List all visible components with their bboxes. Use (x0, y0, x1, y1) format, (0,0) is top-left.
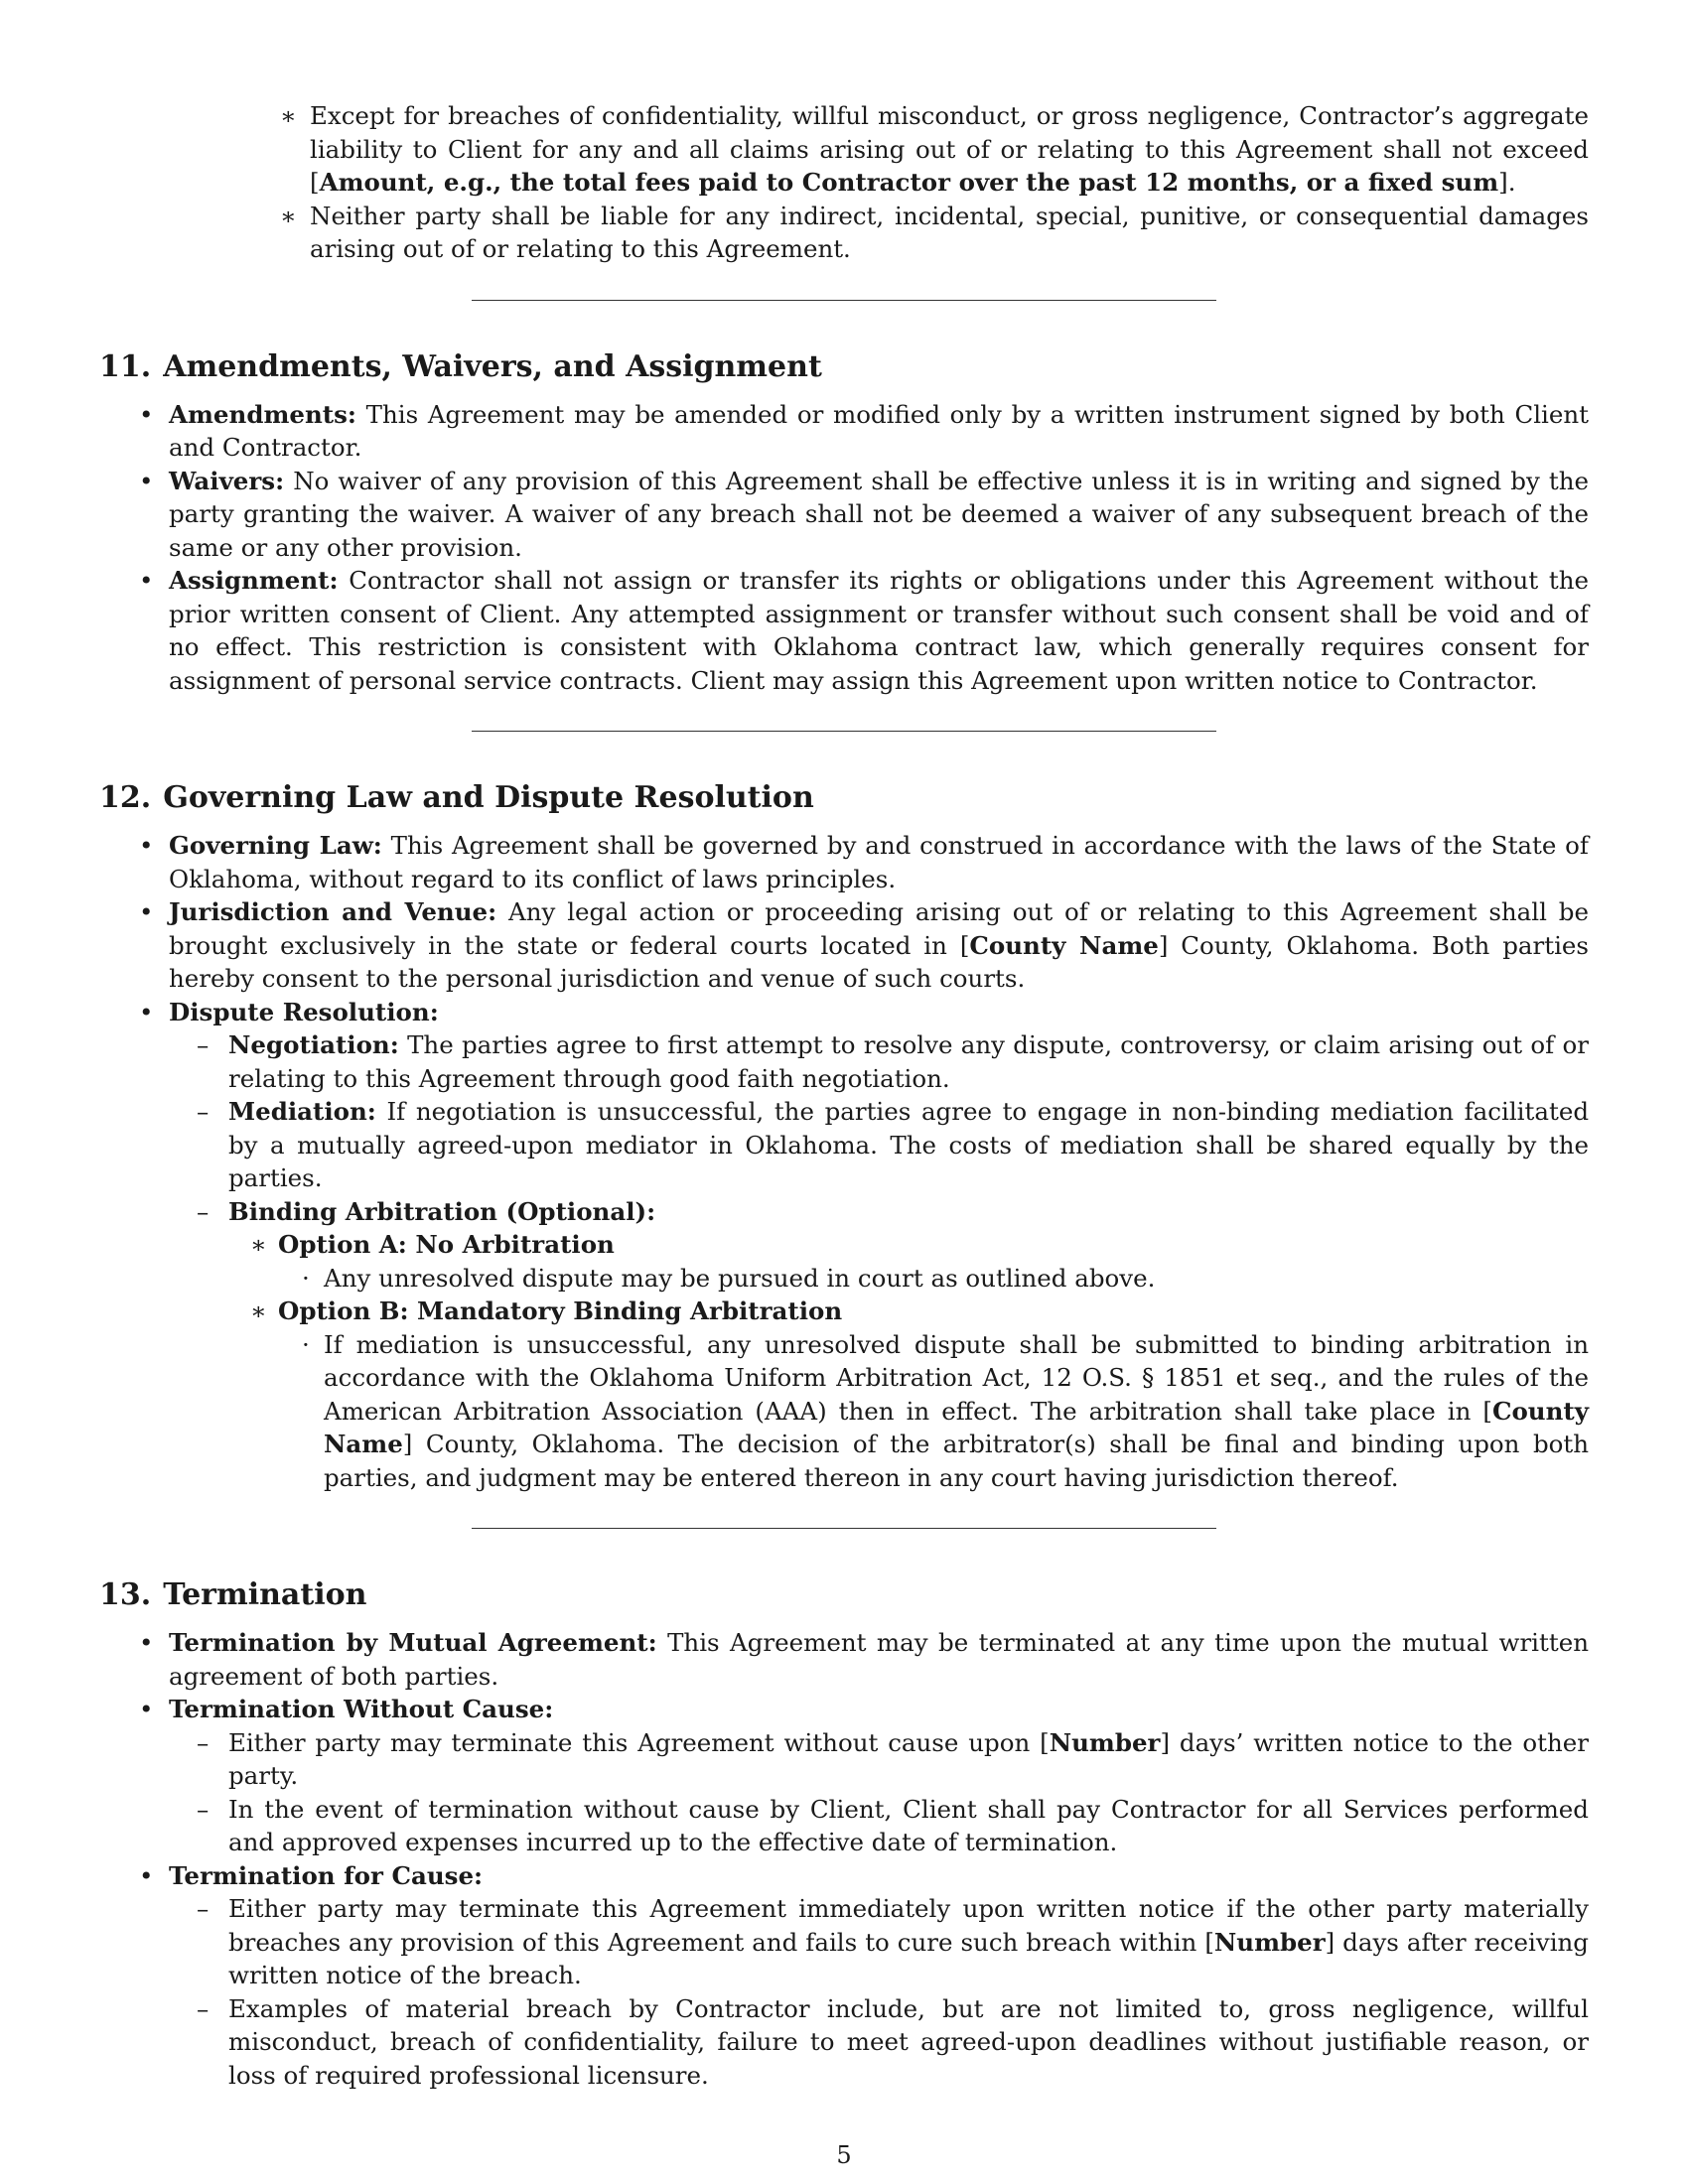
section-12-heading (99, 779, 1589, 817)
for-cause-item (99, 1859, 1589, 2093)
document-page (99, 99, 1589, 2092)
assignment-label: Assignment: (169, 566, 339, 595)
amendments-label: Amendments: (169, 399, 356, 429)
dispute-resolution-list (169, 1028, 1589, 1494)
section-12-number: 12. (99, 780, 152, 815)
cure-days-placeholder: Number (1213, 1927, 1326, 1957)
section-13-number: 13. (99, 1577, 152, 1612)
mediation-item (169, 1095, 1589, 1195)
dispute-resolution-item (99, 996, 1589, 1495)
section-13-list (99, 1626, 1589, 2092)
without-cause-label: Termination Without Cause: (169, 1695, 554, 1723)
option-a-detail (278, 1262, 1589, 1296)
governing-law-text: This Agreement shall be governed by and construed in accordance with the laws of the State of Oklahoma, without regard to its conflict of laws principles. (169, 831, 1589, 893)
section-11-title: Amendments, Waivers, and Assignment (163, 348, 822, 384)
without-cause-payment-item (169, 1793, 1589, 1859)
section-divider (472, 300, 1216, 301)
option-b-text: If mediation is unsuccessful, any unresolved dispute shall be submitted to binding arbitration in accordance with the Oklahoma Uniform Arbitration Act, 12 O.S. § 1851 et seq., and the rules of the American Arbitration Association (AAA) then in effect. The arbitration shall take place in [ (324, 1329, 1589, 1426)
section-12-title: Governing Law and Dispute Resolution (163, 780, 814, 815)
assignment-item (99, 564, 1589, 697)
option-b-item (228, 1295, 1589, 1494)
arbitration-item (169, 1195, 1589, 1495)
jurisdiction-item (99, 895, 1589, 996)
negotiation-item (169, 1028, 1589, 1095)
for-cause-notice-text: Either party may terminate this Agreement immediately upon written notice if the other party materially breaches any provision of this Agreement and fails to cure such breach within [ (228, 1894, 1589, 1957)
without-cause-notice-text: Either party may terminate this Agreement without cause upon [ (228, 1727, 1050, 1757)
mediation-text: If negotiation is unsuccessful, the parties agree to engage in non-binding mediation facilitated by a mutually agreed-upon mediator in Oklahoma. The costs of mediation shall be shared equally by the parties. (228, 1097, 1589, 1192)
amount-placeholder: Amount, e.g., the total fees paid to Contractor over the past 12 months, or a fixed sum (319, 168, 1499, 197)
section-divider (472, 731, 1216, 732)
jurisdiction-text: Any legal action or proceeding arising out of or relating to this Agreement shall be brought exclusively in the state or federal courts located in [ (169, 897, 1589, 960)
option-a-item (228, 1228, 1589, 1295)
waivers-label: Waivers: (169, 466, 285, 495)
arbitration-label: Binding Arbitration (Optional): (228, 1196, 656, 1226)
option-b-label: Option B: Mandatory Binding Arbitration (278, 1297, 843, 1325)
county-placeholder: County Name (969, 930, 1159, 960)
liability-cap-item (258, 99, 1589, 200)
arbitration-options-list (228, 1228, 1589, 1494)
governing-law-item (99, 829, 1589, 895)
without-cause-payment-text: In the event of termination without cause by Client, Client shall pay Contractor for all Services performed and approved expenses incurred up to the effective date of termination. (228, 1794, 1589, 1856)
jurisdiction-text-end: ] County, Oklahoma. Both parties hereby consent to the personal jurisdiction and venue of such courts. (169, 930, 1589, 993)
without-cause-list (169, 1726, 1589, 1859)
mutual-termination-label: Termination by Mutual Agreement: (169, 1628, 657, 1657)
page-number: 5 (836, 2141, 852, 2169)
without-cause-notice-item (169, 1726, 1589, 1793)
mediation-label: Mediation: (228, 1097, 376, 1126)
governing-law-label: Governing Law: (169, 831, 382, 860)
for-cause-notice-text-end: ] days after receiving written notice of the breach. (228, 1927, 1589, 1989)
for-cause-list (169, 1892, 1589, 2092)
option-b-text-end: ] County, Oklahoma. The decision of the arbitrator(s) shall be final and binding upon both parties, and judgment may be entered thereon in any court having jurisdiction thereof. (324, 1430, 1589, 1492)
for-cause-notice-item (169, 1892, 1589, 1992)
assignment-text: Contractor shall not assign or transfer its rights or obligations under this Agreement without the prior written consent of Client. Any attempted assignment or transfer without such consent shall be void and of no effect. This restriction is consistent with Oklahoma contract law, which generally requires consent for assignment of personal service contracts. Client may assign this Agreement upon written notice to Contractor. (169, 566, 1589, 695)
dispute-resolution-label: Dispute Resolution: (169, 997, 439, 1026)
for-cause-label: Termination for Cause: (169, 1860, 484, 1890)
negotiation-text: The parties agree to first attempt to resolve any dispute, controversy, or claim arising out of or relating to this Agreement through good faith negotiation. (228, 1030, 1589, 1093)
consequential-damages-text: Neither party shall be liable for any indirect, incidental, special, punitive, or consequential damages arising out of or relating to this Agreement. (310, 201, 1589, 263)
option-a-label: Option A: No Arbitration (278, 1230, 615, 1259)
option-b-list (278, 1328, 1589, 1495)
liability-cap-text-end: ]. (1498, 168, 1516, 197)
mutual-termination-item (99, 1626, 1589, 1693)
material-breach-examples-text: Examples of material breach by Contractor include, but are not limited to, gross negligence, willful misconduct, breach of confidentiality, failure to meet agreed-upon deadlines without justifiable reason, or loss of required professional licensure. (228, 1993, 1589, 2090)
without-cause-item (99, 1693, 1589, 1859)
section-11-list (99, 398, 1589, 698)
arbitration-county-placeholder: County Name (324, 1396, 1589, 1458)
section-13-heading (99, 1576, 1589, 1614)
liability-cap-text: Except for breaches of confidentiality, willful misconduct, or gross negligence, Contractor’s aggregate liability to Client for any and all claims arising out of or relating to this Agreement shall not exceed [ (310, 101, 1589, 197)
consequential-damages-item (258, 200, 1589, 266)
amendments-text: This Agreement may be amended or modified only by a written instrument signed by both Client and Contractor. (169, 399, 1589, 462)
jurisdiction-label: Jurisdiction and Venue: (169, 897, 497, 926)
liability-list (258, 99, 1589, 266)
option-b-detail (278, 1328, 1589, 1495)
amendments-item (99, 398, 1589, 465)
section-11-number: 11. (99, 348, 152, 384)
material-breach-examples-item (169, 1992, 1589, 2093)
option-a-list (278, 1262, 1589, 1296)
notice-days-placeholder: Number (1049, 1727, 1161, 1757)
mutual-termination-text: This Agreement may be terminated at any time upon the mutual written agreement of both parties. (169, 1628, 1589, 1691)
waivers-item (99, 465, 1589, 565)
section-13-title: Termination (163, 1577, 367, 1612)
section-divider (472, 1528, 1216, 1529)
waivers-text: No waiver of any provision of this Agreement shall be effective unless it is in writing and signed by the party granting the waiver. A waiver of any breach shall not be deemed a waiver of any subsequent breach of the same or any other provision. (169, 466, 1589, 562)
negotiation-label: Negotiation: (228, 1030, 399, 1059)
section-11-heading (99, 348, 1589, 386)
without-cause-notice-text-end: ] days’ written notice to the other party. (228, 1727, 1589, 1790)
option-a-text: Any unresolved dispute may be pursued in court as outlined above. (324, 1263, 1156, 1293)
section-12-list (99, 829, 1589, 1494)
